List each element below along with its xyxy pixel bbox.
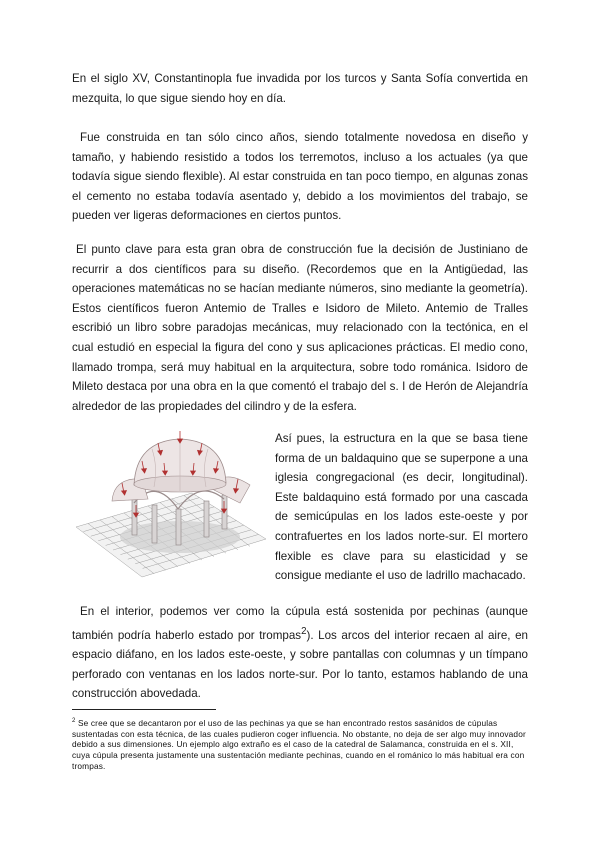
main-dome bbox=[134, 439, 226, 492]
paragraph-5-text-after: ). Los arcos del interior recaen al aire, en espacio diáfano, en los lados este-oeste, y sobre pantallas con columnas y un tímpano perforado con ventanas en los lados norte-sur. Por lo tanto, estamos hablando de una construcción abovedada. bbox=[72, 628, 528, 701]
paragraph-3: El punto clave para esta gran obra de construcción fue la decisión de Justiniano de recurrir a dos científicos para su diseño. (Recordemos que en la Antigüedad, las operaciones matemáticas no se hacían mediante números, sino mediante la geometría). Estos científicos fueron Antemio de Tralles e Isidoro de Mileto. Antemio de Tralles escribió un libro sobre paradojas mecánicas, muy relacionado con la tectónica, en el cual estudió en especial la figura del cono y sus aplicaciones prácticas. El medio cono, llamado trompa, será muy habitual en la arquitectura, sobre todo románica. Isidoro de Mileto destaca por una obra en la que comentó el trabajo del s. I de Herón de Alejandría alrededor de las propiedades del cilindro y de la esfera. bbox=[72, 243, 528, 413]
footnote-number: 2 bbox=[72, 718, 76, 724]
footnote bbox=[72, 716, 528, 772]
paragraph-4: Así pues, la estructura en la que se basa tiene forma de un baldaquino que se superpone a una iglesia congregacional (es decir, longitudinal). Este baldaquino está formado por una cascada de semicúpulas en los lados este-oeste y por contrafuertes en los lados norte-sur. El mortero flexible es clave para su elasticidad y se consigue mediante el uso de ladrillo machacado. bbox=[275, 432, 528, 583]
paragraph-5-text: En el interior, podemos ver como la cúpula está sostenida por pechinas (aunque también podría haberlo estado por trompas bbox=[72, 605, 528, 642]
footnote-reference[interactable]: 2 bbox=[301, 625, 307, 637]
footnote-separator bbox=[72, 709, 216, 710]
paragraph-2: Fue construida en tan sólo cinco años, siendo totalmente novedosa en diseño y tamaño, y habiendo resistido a todos los terremotos, incluso a los actuales (ya que todavía sigue siendo flexible). Al estar construida en tan poco tiempo, en algunas zonas el cemento no estaba todavía asentado y, debido a los movimientos del trabajo, se pueden ver ligeras deformaciones en ciertos puntos. bbox=[72, 131, 528, 223]
paragraph-1: En el siglo XV, Constantinopla fue invadida por los turcos y Santa Sofía convertida en mezquita, lo que sigue siendo hoy en día. bbox=[72, 72, 528, 105]
paragraph-5 bbox=[72, 602, 528, 704]
footnote-text: Se cree que se decantaron por el uso de las pechinas ya que se han encontrado restos sasánidos de cúpulas sustentadas con esta técnica, de las cuales pudieron coger influencia. No obstante, no deja de ser algo muy innovador debido a sus dimensiones. Un ejemplo algo extraño es el caso de la catedral de Salamanca, construida en el s. XII, cuya cúpula presenta justamente una sustentación mediante pechinas, cuando en el románico lo más habitual era con trompas. bbox=[72, 717, 526, 771]
dome-model-image bbox=[72, 427, 268, 579]
